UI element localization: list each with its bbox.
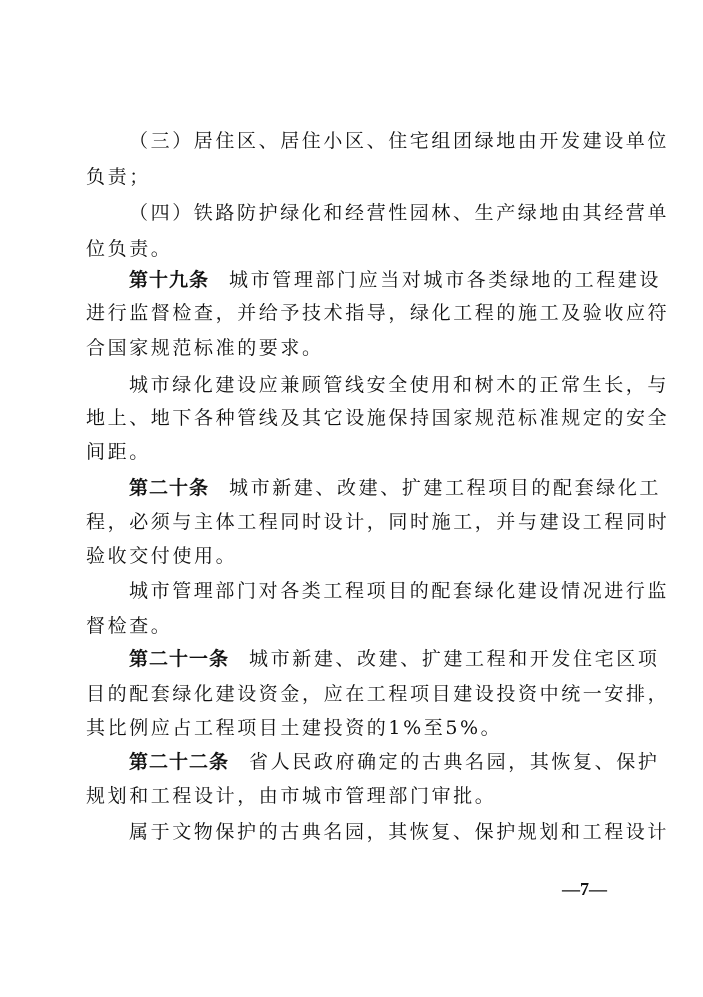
text-line: 规划和工程设计，由市城市管理部门审批。: [86, 785, 497, 807]
article-label: 第十九条: [129, 269, 210, 291]
text-line: 合国家规范标准的要求。: [86, 337, 324, 359]
text-line: 属于文物保护的古典名园，其恢复、保护规划和工程设计: [129, 821, 670, 843]
article-line: 第二十二条 省人民政府确定的古典名园，其恢复、保护: [129, 751, 660, 773]
text-line: 位负责。: [86, 238, 173, 260]
text-line: 城市管理部门对各类工程项目的配套绿化建设情况进行监: [129, 580, 670, 602]
text-line: 验收交付使用。: [86, 545, 238, 567]
article-line: 第二十一条 城市新建、改建、扩建工程和开发住宅区项: [129, 648, 660, 670]
text-line: 程，必须与主体工程同时设计，同时施工，并与建设工程同时: [86, 511, 670, 533]
text-line: 督检查。: [86, 615, 173, 637]
text-line: 目的配套绿化建设资金，应在工程项目建设投资中统一安排，: [86, 683, 670, 705]
text-line: 其比例应占工程项目土建投资的1%至5%。: [86, 717, 503, 739]
text-line: 间距。: [86, 441, 151, 463]
text-line: 地上、地下各种管线及其它设施保持国家规范标准规定的安全: [86, 407, 670, 429]
article-label: 第二十条: [129, 477, 210, 499]
article-line: 第二十条 城市新建、改建、扩建工程项目的配套绿化工: [129, 477, 662, 499]
text-line: 城市绿化建设应兼顾管线安全使用和树木的正常生长，与: [129, 374, 670, 396]
article-label: 第二十一条: [129, 648, 230, 670]
page-number: —7—: [562, 879, 607, 899]
text-line: 进行监督检查，并给予技术指导，绿化工程的施工及验收应符: [86, 302, 670, 324]
article-line: 第十九条 城市管理部门应当对城市各类绿地的工程建设: [129, 269, 662, 291]
text-line: （四）铁路防护绿化和经营性园林、生产绿地由其经营单: [129, 202, 670, 224]
text-line: 负责；: [86, 166, 151, 188]
text-line: （三）居住区、居住小区、住宅组团绿地由开发建设单位: [129, 130, 670, 152]
article-label: 第二十二条: [129, 751, 230, 773]
